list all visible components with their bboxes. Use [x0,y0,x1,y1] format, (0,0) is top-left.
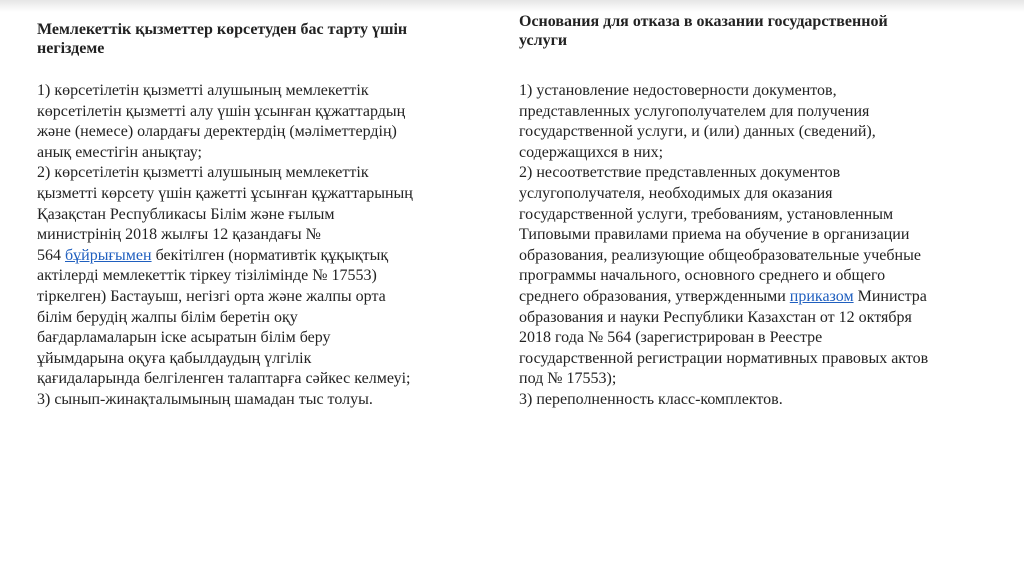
text-line: Қазақстан Республикасы Білім және ғылым [37,205,335,223]
text-line-with-link [37,246,507,267]
kazakh-body [37,81,507,411]
text-line: государственной услуги, и (или) данных (сведений), [519,123,876,141]
text-line: под № 17553); [519,370,617,388]
order-link[interactable]: приказом [789,287,854,305]
text-line: государственной регистрации нормативных правовых актов [519,349,929,367]
kazakh-heading [37,20,507,58]
text-line: образования, реализующие общеобразовательные учебные [519,246,921,264]
text-line: министрінің 2018 жылғы 12 қазандағы № [37,226,321,244]
text-line: бағдарламаларын іске асыратын білім беру [37,329,331,347]
text-line: образования и науки Республики Казахстан от 12 октября [519,308,912,326]
top-shade [0,0,1024,12]
text-line: көрсетілетін қызметті алу үшін ұсынған құжаттардың [37,102,406,120]
link-suffix: бекітілген (нормативтік құқықтық [151,246,389,264]
text-line: 3) сынып-жинақталымының шамадан тыс толуы. [37,390,373,408]
text-line: программы начального, основного среднего и общего [519,267,886,285]
text-line: тіркелген) Бастауыш, негізгі орта және жалпы орта [37,287,386,305]
text-line: ұйымдарына оқуға қабылдаудың үлгілік [37,349,312,367]
heading-line: Основания для отказа в оказании государственной [519,13,888,30]
text-line: Типовыми правилами приема на обучение в организации [519,226,910,244]
text-line-with-link [519,287,999,308]
text-line: представленных услугополучателем для получения [519,102,870,120]
link-prefix: 564 [37,246,65,264]
text-line: анық еместігін анықтау; [37,143,202,161]
heading-line: Мемлекеттік қызметтер көрсетуден бас тарту үшін [37,21,408,38]
text-line: және (немесе) олардағы деректердің (мәліметтердің) [37,123,397,141]
text-line: содержащихся в них; [519,143,664,161]
link-prefix: среднего образования, утвержденными [519,287,790,305]
text-line: білім берудің жалпы білім беретін оқу [37,308,298,326]
text-line: 1) установление недостоверности документов, [519,82,837,99]
heading-line: негіздеме [37,40,105,57]
text-line: актілерді мемлекеттік тіркеу тізілімінде № 17553) [37,267,377,285]
text-line: 2) көрсетілетін қызметті алушының мемлекеттік [37,164,369,182]
link-suffix: Министра [853,287,927,305]
text-line: 2018 года № 564 (зарегистрирован в Реестре [519,329,823,347]
text-line: қағидаларында белгіленген талаптарға сәйкес келмеуі; [37,370,411,388]
text-line: қызметті көрсету үшін қажетті ұсынған құжаттарының [37,184,413,202]
text-line: 1) көрсетілетін қызметті алушының мемлекеттік [37,82,369,99]
text-line: 3) переполненность класс-комплектов. [519,390,783,408]
heading-line: услуги [519,32,568,49]
russian-heading [519,12,989,50]
text-line: 2) несоответствие представленных документов [519,164,841,182]
text-line: услугополучателя, необходимых для оказания [519,184,833,202]
russian-body [519,81,999,411]
order-link[interactable]: бұйрығымен [65,246,152,264]
text-line: государственной услуги, требованиям, установленным [519,205,894,223]
